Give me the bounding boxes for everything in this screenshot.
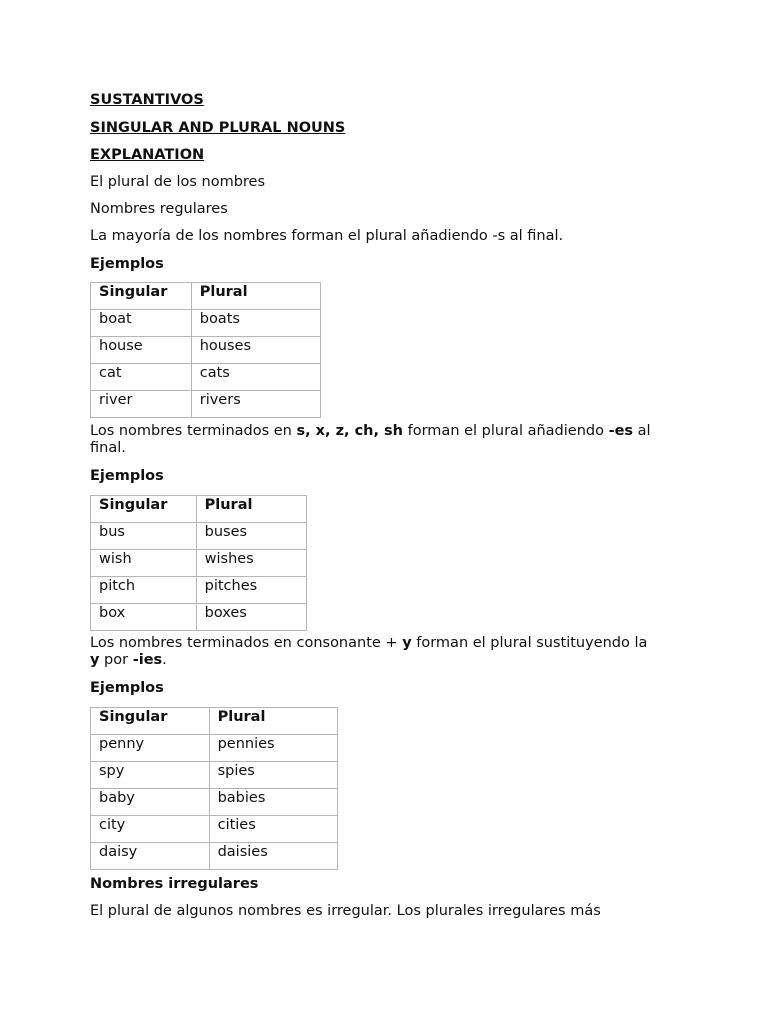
cell-plural: pitches	[196, 577, 306, 604]
subheading-regular: Nombres regulares	[90, 201, 228, 217]
cell-plural: rivers	[191, 391, 320, 418]
table-row	[91, 391, 321, 418]
table-row	[91, 577, 307, 604]
rule-2-endings: s, x, z, ch, sh	[296, 423, 404, 439]
table-row	[91, 789, 338, 816]
header-plural: Plural	[209, 708, 337, 735]
cell-singular: daisy	[91, 843, 210, 870]
cell-plural: cats	[191, 364, 320, 391]
cell-plural: babies	[209, 789, 337, 816]
table-row	[91, 523, 307, 550]
irregular-text: El plural de algunos nombres es irregular. Los plurales irregulares más	[90, 903, 601, 919]
cell-plural: cities	[209, 816, 337, 843]
cell-plural: boats	[191, 310, 320, 337]
rule-1-text: La mayoría de los nombres forman el plural añadiendo -s al final.	[90, 228, 564, 244]
table-header-row	[91, 496, 307, 523]
examples-label-1: Ejemplos	[90, 256, 164, 272]
header-singular: Singular	[91, 283, 192, 310]
heading-explanation: EXPLANATION	[90, 147, 205, 163]
rule-3-text	[90, 635, 660, 669]
table-row	[91, 843, 338, 870]
cell-singular: pitch	[91, 577, 197, 604]
examples-label-2: Ejemplos	[90, 468, 164, 484]
cell-singular: spy	[91, 762, 210, 789]
examples-table-2	[90, 495, 307, 631]
examples-table-3	[90, 707, 338, 870]
cell-plural: boxes	[196, 604, 306, 631]
examples-label-3: Ejemplos	[90, 680, 164, 696]
heading-singular-plural: SINGULAR AND PLURAL NOUNS	[90, 120, 346, 136]
heading-sustantivos: SUSTANTIVOS	[90, 92, 204, 108]
header-singular: Singular	[91, 496, 197, 523]
header-plural: Plural	[191, 283, 320, 310]
table-row	[91, 364, 321, 391]
subheading-irregular: Nombres irregulares	[90, 876, 259, 892]
cell-singular: bus	[91, 523, 197, 550]
cell-singular: penny	[91, 735, 210, 762]
cell-plural: daisies	[209, 843, 337, 870]
cell-singular: baby	[91, 789, 210, 816]
table-row	[91, 816, 338, 843]
examples-table-1	[90, 282, 321, 418]
cell-singular: wish	[91, 550, 197, 577]
rule-2-part3: al final.	[90, 423, 651, 456]
rule-3-suffix: -ies	[132, 652, 163, 668]
header-singular: Singular	[91, 708, 210, 735]
header-plural: Plural	[196, 496, 306, 523]
table-row	[91, 762, 338, 789]
table-header-row	[91, 283, 321, 310]
cell-plural: pennies	[209, 735, 337, 762]
table-header-row	[91, 708, 338, 735]
cell-plural: buses	[196, 523, 306, 550]
rule-2-text	[90, 423, 690, 457]
rule-3-part3: por	[99, 652, 133, 668]
table-row	[91, 604, 307, 631]
rule-2-part1: Los nombres terminados en	[90, 423, 297, 439]
cell-plural: spies	[209, 762, 337, 789]
table-row	[91, 337, 321, 364]
table-row	[91, 310, 321, 337]
cell-singular: river	[91, 391, 192, 418]
cell-singular: city	[91, 816, 210, 843]
table-row	[91, 735, 338, 762]
intro-line: El plural de los nombres	[90, 174, 266, 190]
cell-singular: boat	[91, 310, 192, 337]
rule-3-letter: y	[402, 635, 412, 651]
rule-3-part1: Los nombres terminados en consonante +	[90, 635, 403, 651]
rule-3-part2: forman el plural sustituyendo la	[411, 635, 648, 651]
rule-3-letter-2: y	[90, 652, 100, 668]
cell-singular: house	[91, 337, 192, 364]
table-row	[91, 550, 307, 577]
rule-3-part4: .	[162, 652, 167, 668]
rule-2-suffix: -es	[608, 423, 634, 439]
rule-2-part2: forman el plural añadiendo	[403, 423, 609, 439]
cell-plural: wishes	[196, 550, 306, 577]
cell-singular: box	[91, 604, 197, 631]
cell-singular: cat	[91, 364, 192, 391]
cell-plural: houses	[191, 337, 320, 364]
